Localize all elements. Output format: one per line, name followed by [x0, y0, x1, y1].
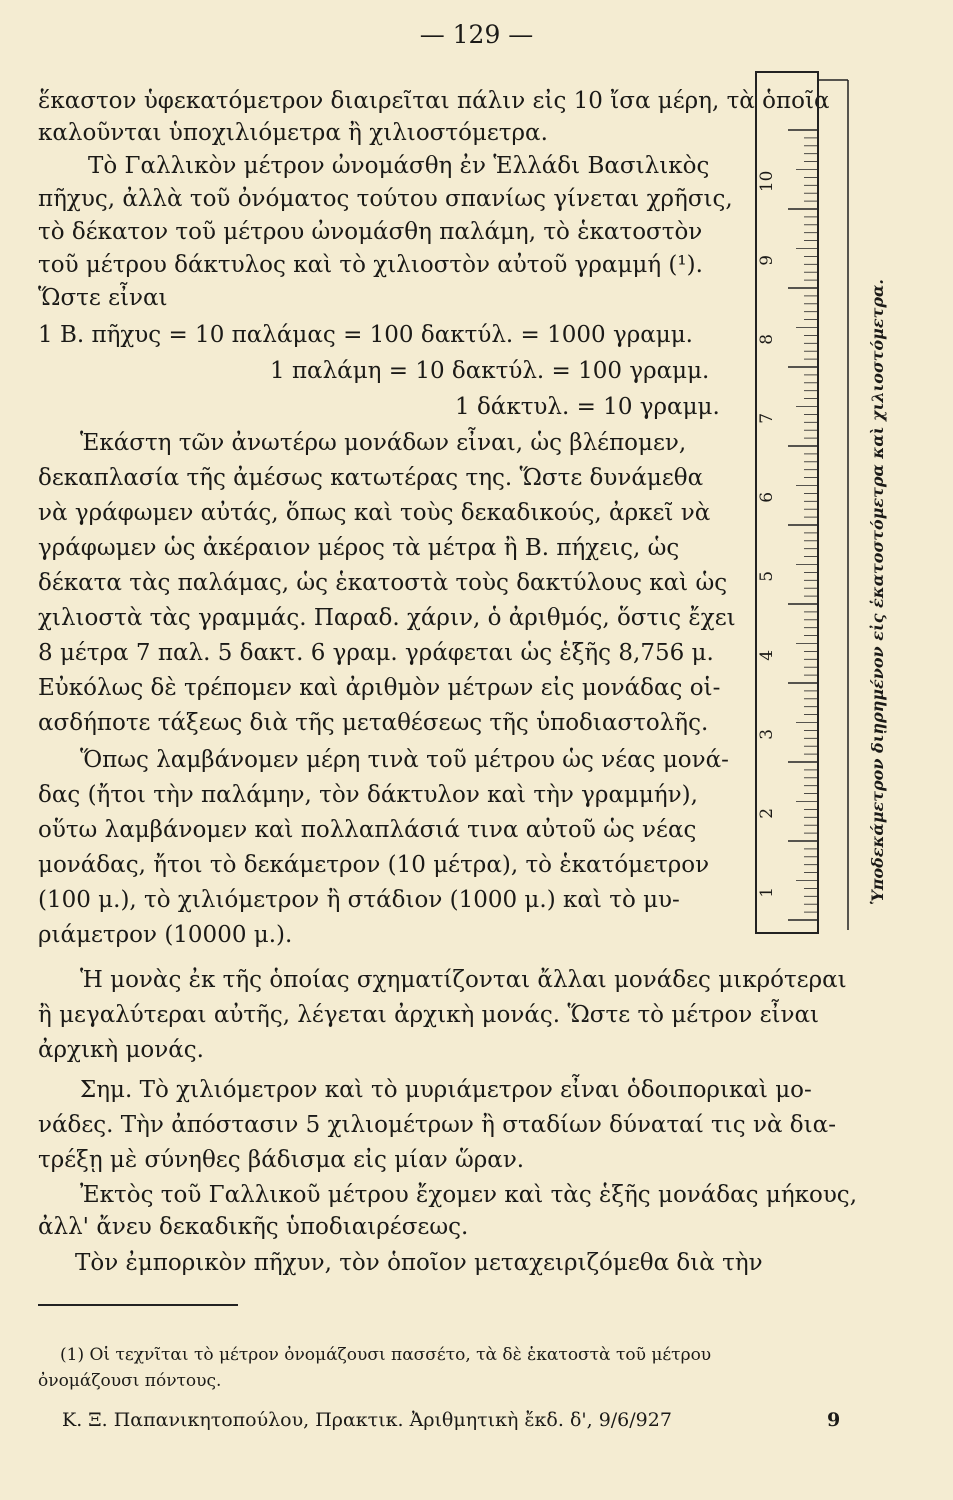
text-line: (100 μ.), τὸ χιλιόμετρον ἢ στάδιον (1000 μ.) καὶ τὸ μυ- [38, 887, 680, 913]
text-line: νὰ γράφωμεν αὐτάς, ὅπως καὶ τοὺς δεκαδικούς, ἀρκεῖ νὰ [38, 500, 711, 526]
text-line: 8 μέτρα 7 παλ. 5 δακτ. 6 γραμ. γράφεται ὡς ἑξῆς 8,756 μ. [38, 640, 714, 666]
ruler-label: 5 [757, 570, 777, 582]
text-line: Εὐκόλως δὲ τρέπομεν καὶ ἀριθμὸν μέτρων εἰς μονάδας οἱ- [38, 675, 721, 701]
ruler-label: 9 [757, 254, 777, 266]
text-line: Ὥστε εἶναι [38, 285, 168, 311]
equation-line: 1 παλάμη = 10 δακτύλ. = 100 γραμμ. [270, 358, 710, 384]
text-line: Τὸν ἐμπορικὸν πῆχυν, τὸν ὁποῖον μεταχειριζόμεθα διὰ τὴν [75, 1250, 763, 1276]
text-line: τοῦ μέτρου δάκτυλος καὶ τὸ χιλιοστὸν αὐτοῦ γραμμή (¹). [38, 252, 703, 278]
text-line: Ἡ μονὰς ἐκ τῆς ὁποίας σχηματίζονται ἄλλαι μονάδες μικρότεραι [80, 967, 847, 993]
text-line: μονάδας, ἤτοι τὸ δεκάμετρον (10 μέτρα), τὸ ἑκατόμετρον [38, 852, 710, 878]
ruler-drawing [754, 70, 850, 935]
footnote-rule [38, 1304, 238, 1306]
text-line: ἀρχικὴ μονάς. [38, 1037, 204, 1063]
signature-mark: 9 [827, 1409, 841, 1431]
ruler-label: 1 [757, 886, 777, 898]
text-line: δέκατα τὰς παλάμας, ὡς ἑκατοστὰ τοὺς δακτύλους καὶ ὡς [38, 570, 728, 596]
footnote-line: (1) Οἱ τεχνῖται τὸ μέτρον ὀνομάζουσι πασσέτο, τὰ δὲ ἑκατοστὰ τοῦ μέτρου [60, 1345, 712, 1365]
text-line: Σημ. Τὸ χιλιόμετρον καὶ τὸ μυριάμετρον εἶναι ὁδοιπορικαὶ μο- [80, 1077, 812, 1103]
ruler-label: 6 [757, 491, 777, 503]
page-number: — 129 — [419, 20, 534, 49]
text-line: τρέξῃ μὲ σύνηθες βάδισμα εἰς μίαν ὥραν. [38, 1147, 525, 1173]
footnote-line: ὀνομάζουσι πόντους. [38, 1371, 222, 1391]
equation-line: 1 δάκτυλ. = 10 γραμμ. [455, 394, 720, 420]
decimeter-ruler-figure [754, 70, 850, 935]
text-line: καλοῦνται ὑποχιλιόμετρα ἢ χιλιοστόμετρα. [38, 120, 548, 146]
text-line: ἀλλ' ἄνευ δεκαδικῆς ὑποδιαιρέσεως. [38, 1214, 469, 1240]
text-line: νάδες. Τὴν ἀπόστασιν 5 χιλιομέτρων ἢ σταδίων δύναταί τις νὰ δια- [38, 1112, 836, 1138]
ruler-label: 3 [757, 728, 777, 740]
text-line: ἕκαστον ὑφεκατόμετρον διαιρεῖται πάλιν εἰς 10 ἴσα μέρη, τὰ ὁποῖα [38, 88, 830, 114]
text-line: γράφωμεν ὡς ἀκέραιον μέρος τὰ μέτρα ἢ Β. πήχεις, ὡς [38, 535, 680, 561]
text-line: Ἐκτὸς τοῦ Γαλλικοῦ μέτρου ἔχομεν καὶ τὰς ἑξῆς μονάδας μήκους, [80, 1182, 858, 1208]
text-line: δας (ἤτοι τὴν παλάμην, τὸν δάκτυλον καὶ τὴν γραμμήν), [38, 782, 698, 808]
text-line: οὕτω λαμβάνομεν καὶ πολλαπλάσιά τινα αὐτοῦ ὡς νέας [38, 817, 697, 843]
text-line: ριάμετρον (10000 μ.). [38, 922, 293, 948]
ruler-caption: Ὑποδεκάμετρον διῃρημένον εἰς ἑκατοστόμετρα καὶ χιλιοστόμετρα. [868, 279, 887, 905]
text-line: Ὅπως λαμβάνομεν μέρη τινὰ τοῦ μέτρου ὡς νέας μονά- [80, 747, 729, 773]
ruler-label: 4 [757, 649, 777, 661]
text-line: πῆχυς, ἀλλὰ τοῦ ὀνόματος τούτου σπανίως γίνεται χρῆσις, [38, 186, 733, 212]
ruler-label: 2 [757, 807, 777, 819]
ruler-label: 7 [757, 412, 777, 424]
text-line: τὸ δέκατον τοῦ μέτρου ὠνομάσθη παλάμη, τὸ ἑκατοστὸν [38, 219, 703, 245]
text-line: ασδήποτε τάξεως διὰ τῆς μεταθέσεως τῆς ὑποδιαστολῆς. [38, 710, 709, 736]
text-line: δεκαπλασία τῆς ἀμέσως κατωτέρας της. Ὥστε δυνάμεθα [38, 465, 704, 491]
text-line: ἢ μεγαλύτεραι αὐτῆς, λέγεται ἀρχικὴ μονάς. Ὥστε τὸ μέτρον εἶναι [38, 1002, 820, 1028]
ruler-label: 10 [757, 170, 777, 193]
printer-imprint: Κ. Ξ. Παπανικητοπούλου, Πρακτικ. Ἀριθμητικὴ ἔκδ. δ', 9/6/927 [62, 1409, 672, 1431]
text-line: Ἑκάστη τῶν ἀνωτέρω μονάδων εἶναι, ὡς βλέπομεν, [80, 430, 687, 456]
ruler-ticks [788, 130, 818, 920]
ruler-label: 8 [757, 333, 777, 345]
text-line: χιλιοστὰ τὰς γραμμάς. Παραδ. χάριν, ὁ ἀριθμός, ὅστις ἔχει [38, 605, 736, 631]
ruler-labels [757, 171, 777, 898]
equation-line: 1 Β. πῆχυς = 10 παλάμας = 100 δακτύλ. = 1000 γραμμ. [38, 322, 693, 348]
text-line: Τὸ Γαλλικὸν μέτρον ὠνομάσθη ἐν Ἑλλάδι Βασιλικὸς [88, 153, 710, 179]
